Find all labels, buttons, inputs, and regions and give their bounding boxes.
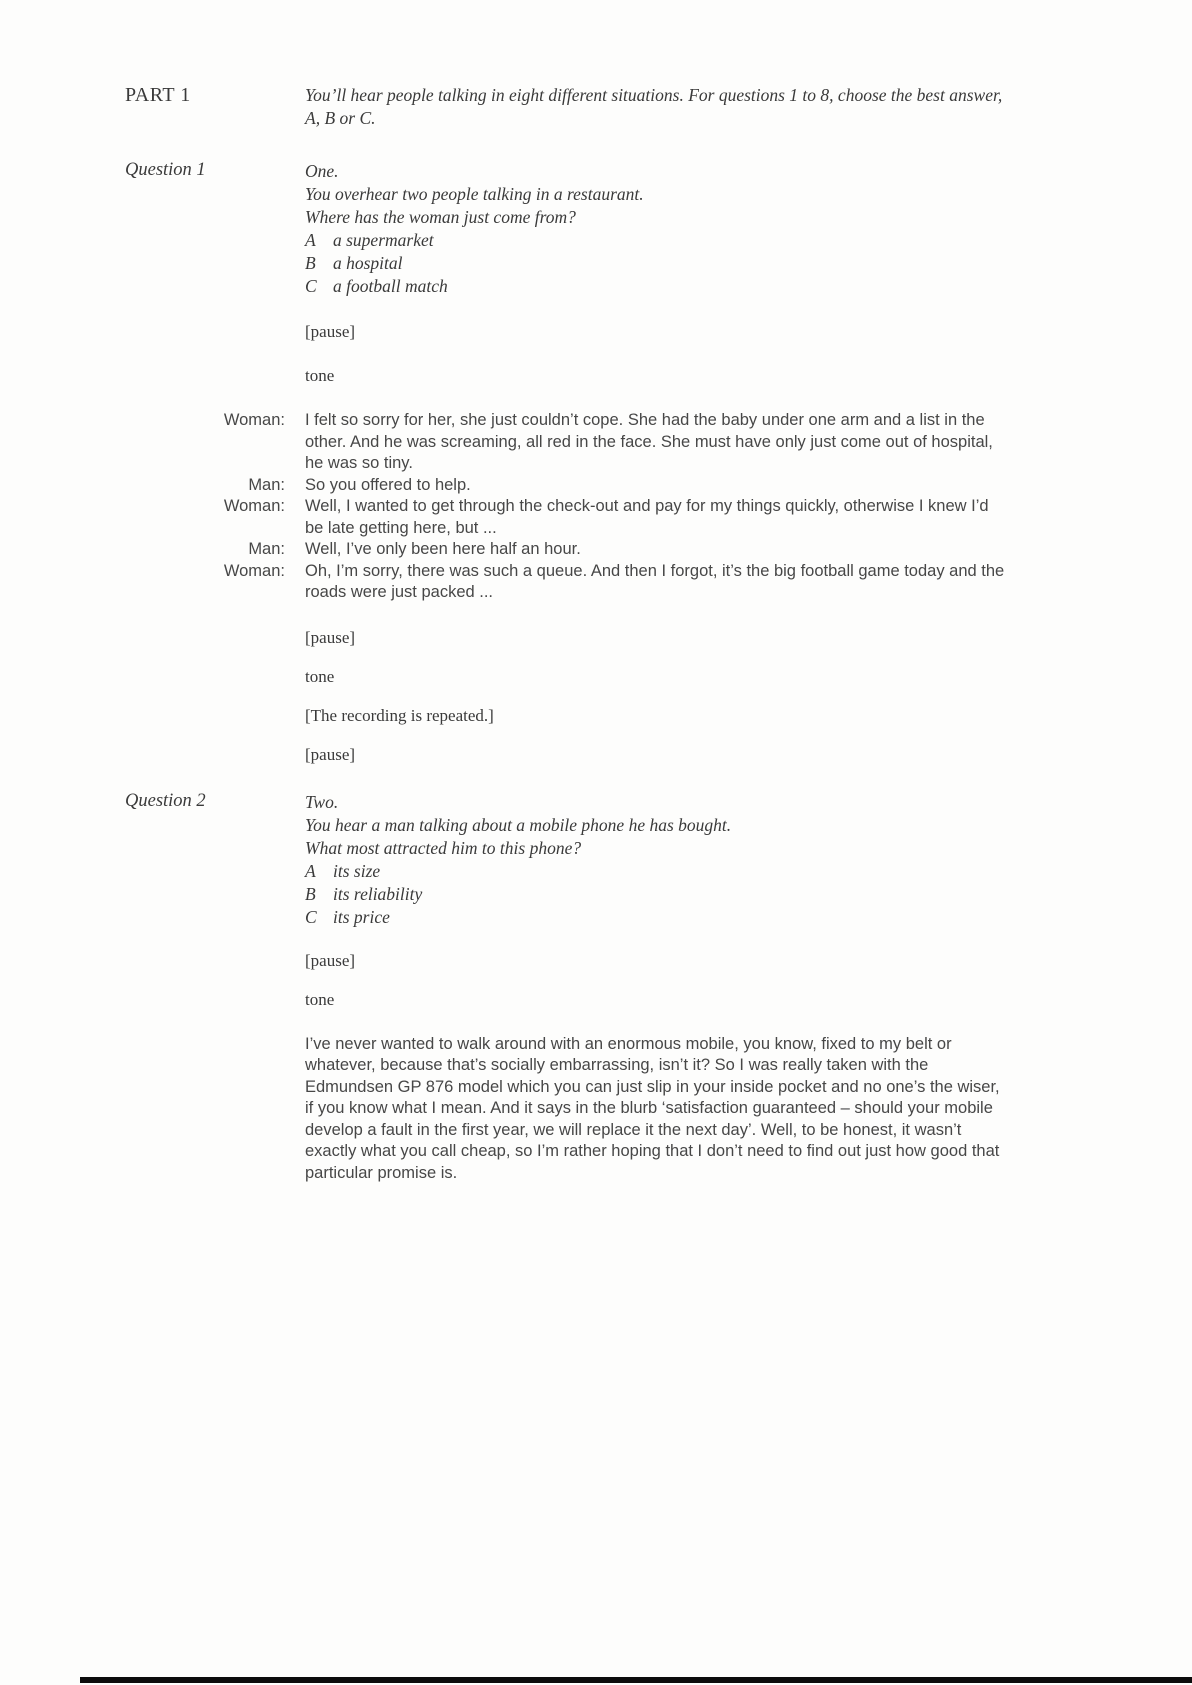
monologue-text: I’ve never wanted to walk around with an enormous mobile, you know, fixed to my belt or whatever, because that’s socially embarrassing, isn’t it? So I was really taken with the Edmundsen GP 876 model which you can just slip in your inside pocket and no one’s the wiser, if you know what I mean. And it says in the blurb ‘satisfaction guaranteed – should your mobile develop a fault in the first year, we will replace it the next day’. Well, to be honest, it wasn’t exactly what you call cheap, so I’m rather hoping that I don’t need to find out just how good that particular promise is.: [305, 1034, 1000, 1182]
question2-monologue: [125, 1034, 1005, 1185]
part-label: PART 1: [125, 84, 191, 106]
question2-option-b: [305, 883, 1005, 906]
pause-text: [pause]: [305, 627, 356, 647]
tone-text: tone: [305, 366, 335, 385]
question1-option-c: [305, 275, 1005, 298]
pause-line: [125, 745, 1005, 765]
speaker-label: Man:: [248, 540, 285, 558]
pause-line: [125, 628, 1005, 648]
option-letter: B: [305, 253, 316, 273]
question1-question: Where has the woman just come from?: [305, 207, 576, 227]
question2-number-word: Two.: [305, 791, 339, 812]
question2-label: Question 2: [125, 790, 206, 811]
dialogue-turn: [125, 496, 1005, 539]
dialogue-turn: [125, 410, 1005, 475]
option-text: its reliability: [333, 883, 423, 904]
question1-option-a: [305, 229, 1005, 252]
part1-section: [125, 84, 1005, 130]
question2-intro: [305, 791, 1005, 929]
dialogue-text: I felt so sorry for her, she just couldn’t cope. She had the baby under one arm and a list in the other. And he was screaming, all red in the face. She must have only just come out of hospital, he was so tiny.: [305, 411, 993, 472]
option-text: a football match: [333, 276, 448, 296]
pause-text: [pause]: [305, 744, 356, 764]
dialogue-text: Well, I’ve only been here half an hour.: [305, 540, 581, 558]
dialogue-turn: [125, 475, 1005, 497]
dialogue-turn: [125, 561, 1005, 604]
recording-repeated-line: [125, 706, 1005, 726]
question2-question: What most attracted him to this phone?: [305, 837, 582, 858]
speaker-label: Woman:: [223, 497, 285, 515]
option-letter: C: [305, 906, 317, 927]
dialogue-turn: [125, 539, 1005, 561]
recording-repeated-text: [The recording is repeated.]: [305, 705, 494, 725]
speaker-label: Man:: [248, 475, 285, 494]
question1-dialogue: [125, 410, 1005, 604]
option-text: a supermarket: [333, 230, 434, 250]
pause-text: [pause]: [305, 950, 356, 970]
tone-text: tone: [305, 666, 335, 686]
page-bottom-border: [80, 1677, 1192, 1683]
speaker-label: Woman:: [223, 411, 285, 429]
pause-text: [pause]: [305, 322, 356, 341]
option-letter: B: [305, 883, 316, 904]
part-instructions: You’ll hear people talking in eight different situations. For questions 1 to 8, choose the best answer, A, B or C.: [305, 85, 1003, 128]
question1-option-b: [305, 252, 1005, 275]
option-text: its price: [333, 906, 390, 927]
tone-line: [125, 667, 1005, 687]
option-text: its size: [333, 860, 381, 881]
option-letter: A: [305, 230, 316, 250]
pause-line: [125, 951, 1005, 971]
tone-line: [125, 990, 1005, 1010]
question1-intro: [305, 160, 1005, 298]
question2-section: [125, 791, 1005, 929]
question2-situation: You hear a man talking about a mobile phone he has bought.: [305, 814, 732, 835]
speaker-label: Woman:: [223, 561, 285, 580]
dialogue-text: Oh, I’m sorry, there was such a queue. And then I forgot, it’s the big football game today and the roads were just packed ...: [305, 561, 1005, 601]
option-text: a hospital: [333, 253, 403, 273]
question1-section: [125, 160, 1005, 298]
tone-line: [125, 366, 1005, 386]
dialogue-text: So you offered to help.: [305, 475, 471, 494]
question1-situation: You overhear two people talking in a restaurant.: [305, 184, 644, 204]
tone-text: tone: [305, 989, 335, 1009]
question1-number-word: One.: [305, 161, 339, 181]
question2-option-a: [305, 860, 1005, 883]
question2-option-c: [305, 906, 1005, 929]
option-letter: A: [305, 860, 316, 881]
dialogue-text: Well, I wanted to get through the check-out and pay for my things quickly, otherwise I knew I’d be late getting here, but ...: [305, 497, 989, 537]
pause-line: [125, 322, 1005, 342]
option-letter: C: [305, 276, 317, 296]
question1-label: Question 1: [125, 160, 206, 180]
